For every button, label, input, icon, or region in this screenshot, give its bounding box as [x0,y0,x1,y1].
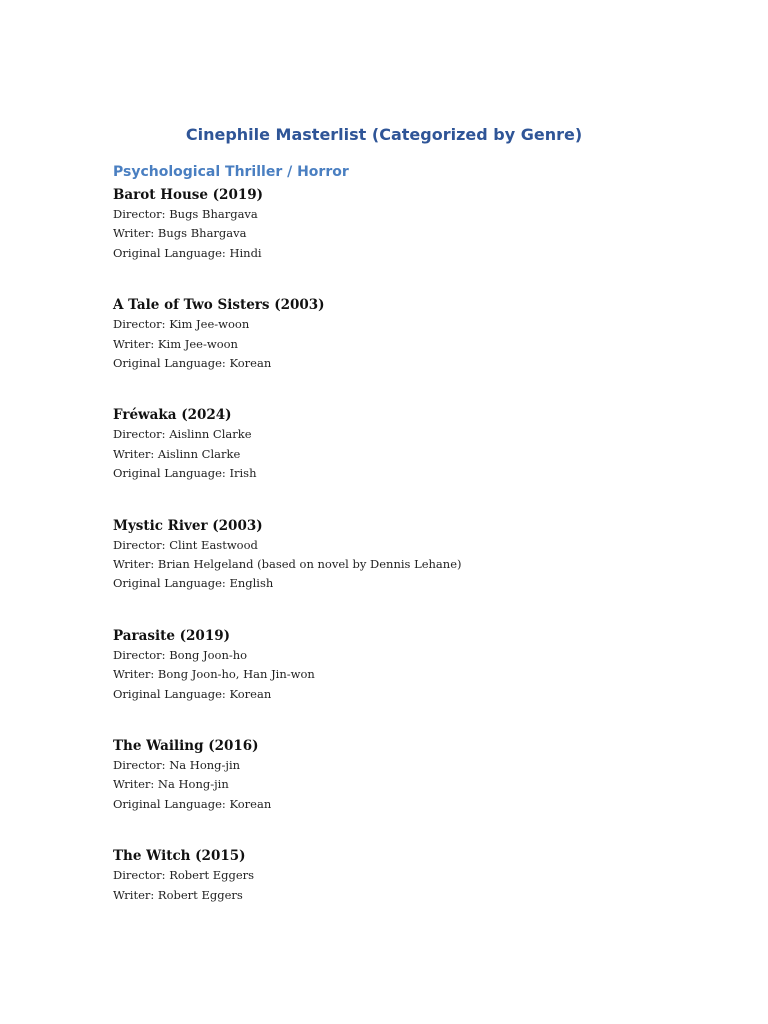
film-entry-parasite [113,626,673,736]
film-director: Director: Bugs Bhargava [113,207,258,221]
film-title: Fréwaka (2024) [113,407,232,424]
film-writer: Writer: Robert Eggers [113,887,243,902]
film-title: Mystic River (2003) [113,517,263,534]
film-writer: Writer: Bugs Bhargava [113,226,247,241]
film-director: Director: Na Hong-jin [113,757,241,772]
film-director: Director: Aislinn Clarke [113,427,252,442]
film-entry-frewaka [113,405,673,515]
film-title: Parasite (2019) [113,627,230,644]
film-language: Original Language: Korean [113,796,272,811]
film-entry-mystic-river [113,516,673,626]
film-entry-barot-house [113,185,673,295]
film-writer: Writer: Bong Joon-ho, Han Jin-won [113,667,315,682]
film-list [113,185,673,956]
section-heading-psychological-thriller-horror: Psychological Thriller / Horror [113,164,349,180]
film-writer: Writer: Aislinn Clarke [113,446,241,461]
film-language: Original Language: Korean [113,686,272,701]
film-director: Director: Robert Eggers [113,868,255,883]
film-language: Original Language: Irish [113,466,257,481]
film-director: Director: Kim Jee-woon [113,317,250,332]
film-title: The Witch (2015) [113,848,246,865]
film-title: Barot House (2019) [113,187,264,203]
film-writer: Writer: Na Hong-jin [113,777,229,792]
film-writer: Writer: Kim Jee-woon [113,336,238,351]
film-language: Original Language: Hindi [113,245,262,260]
document-title: Cinephile Masterlist (Categorized by Genre) [185,125,583,144]
film-director: Director: Bong Joon-ho [113,647,248,662]
film-entry-the-wailing [113,736,673,846]
film-title: A Tale of Two Sisters (2003) [113,297,325,314]
film-entry-a-tale-of-two-sisters [113,295,673,405]
film-language: Original Language: Korean [113,355,272,370]
film-director: Director: Clint Eastwood [113,537,258,552]
film-language: Original Language: English [113,576,274,591]
film-writer: Writer: Brian Helgeland (based on novel by Dennis Lehane) [113,556,462,571]
film-entry-the-witch [113,846,673,956]
film-title: The Wailing (2016) [113,737,259,754]
